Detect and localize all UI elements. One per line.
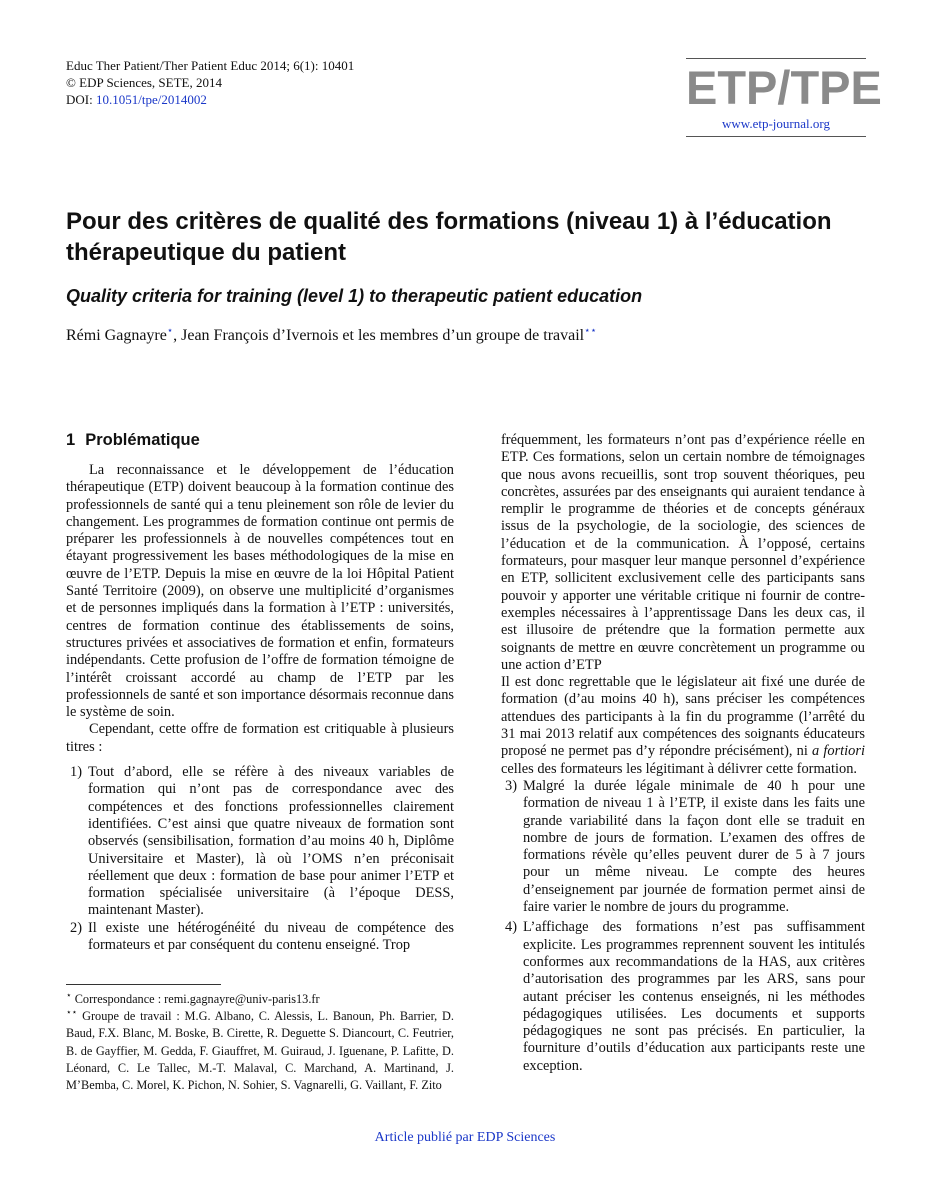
list-item-text: Il existe une hétérogénéité du niveau de compétence des formateurs et par conséquent du contenu enseigné. Trop	[88, 919, 454, 954]
list-item-number: 2)	[70, 919, 82, 936]
publisher-footer-link[interactable]: Article publié par EDP Sciences	[374, 1130, 556, 1145]
footnote-text: Groupe de travail : M.G. Albano, C. Alessis, L. Banoun, Ph. Barrier, D. Baud, F.X. Blanc, M. Boske, B. Cirette, R. Deguette S. Diancourt, C. Feutrier, B. de Gayffier, M. Gedda, F. Giauffret, M. Guiraud, J. Iguenane, P. Lafitte, D. Léonard, C. Le Tallec, M.-T. Malaval, C. Marchand, A. Martinand, J. M’Bemba, C. Morel, K. Pichon, N. Sohier, S. Vagnarelli, G. Vaillant, F. Zito	[66, 1009, 454, 1093]
section-heading	[66, 430, 454, 450]
list-item	[66, 920, 454, 955]
issue-list	[501, 778, 865, 1075]
list-item-number: 4)	[505, 919, 517, 936]
list-item-number: 3)	[505, 777, 517, 794]
issue-list	[66, 764, 454, 954]
doi-line	[66, 91, 354, 108]
doi-label: DOI:	[66, 92, 93, 107]
list-item	[501, 778, 865, 916]
paragraph: La reconnaissance et le développement de l’éducation thérapeutique (ETP) doivent beaucoup à la formation continue des professionnels de santé qui a tenu pleinement son rôle de levier du changement. Les programmes de formation continue ont permis de préparer les professionnels à de nouvelles compétences tout en étayant progressivement les bases méthodologiques de la mise en œuvre de l’ETP. Depuis la mise en œuvre de la loi Hôpital Patient Santé Territoire (2009), on observe une multiplicité d’organismes et de personnes impliqués dans la formation à l’ETP : universités, centres de formation continue des établissements de soins, structures privées et associatives de formation et enfin, formateurs indépendants. Cette profusion de l’offre de formation témoigne de l’intérêt croissant accordé au champ de l’ETP par les professionnels de santé et son importance désormais reconnue dans le système de soin.	[66, 462, 454, 721]
footnote-marker-2[interactable]: ⋆⋆	[584, 325, 597, 337]
footnote-marker: ⋆	[66, 989, 72, 1000]
list-item-text: Malgré la durée légale minimale de 40 h pour une formation de niveau 1 à l’ETP, il existe dans les faits une grande variabilité dans la façon dont elle se traduit en nombre de jours de formation. L’examen des offres de formations révèle qu’elles peuvent durer de 5 à 7 jours pour un même niveau. Le compte des heures d’enseignement par journée de formation permet ainsi de faire varier le nombre de jours du programme.	[523, 777, 865, 916]
paragraph	[501, 674, 865, 778]
footnote-correspondence	[66, 991, 454, 1008]
journal-logo	[686, 58, 882, 137]
article-title: Pour des critères de qualité des formations (niveau 1) à l’éducation thérapeutique du patient	[66, 208, 832, 266]
list-item	[66, 764, 454, 920]
logo-top-rule	[686, 58, 866, 59]
author-name-2: , Jean François d’Ivernois et les membres d’un groupe de travail	[173, 327, 585, 344]
section-number: 1	[66, 431, 76, 449]
section-title: Problématique	[85, 431, 200, 449]
logo-text: ETP/TPE	[686, 61, 882, 114]
footnote-rule	[66, 984, 221, 985]
copyright-line: © EDP Sciences, SETE, 2014	[66, 75, 222, 90]
doi-link[interactable]: 10.1051/tpe/2014002	[95, 92, 207, 107]
list-item-text: L’affichage des formations n’est pas suffisamment explicite. Les programmes reprennent souvent les intitulés conformes aux recommandations de la HAS, aux critères d’autorisation des programmes par les ARS, sans pour autant préciser les contenus enseignés, ni les méthodes pédagogiques utilisées. Les documents et supports pédagogiques ne sont pas précisés. En particulier, la fourniture d’outils d’éducation aux participants reste une exception.	[523, 919, 865, 1074]
journal-citation: Educ Ther Patient/Ther Patient Educ 2014; 6(1): 10401	[66, 58, 355, 73]
paragraph: fréquemment, les formateurs n’ont pas d’expérience réelle en ETP. Ces formations, selon un certain nombre de témoignages que nous avons recueillis, sont trop souvent théoriques, peu concrètes, assurées par des enseignants qui auraient tendance à remplir le programme de théories et de concepts généraux issus de la psychologie, de la sociologie, des sciences de l’éducation et de la communication. À l’opposé, certains formateurs, pour masquer leur manque personnel d’expérience en ETP, sollicitent exclusivement celle des participants sans pouvoir y apporter une véritable critique ni fournir de contre-exemples nécessaires à l’apprentissage Dans les deux cas, il est illusoire de prétendre que la formation permette aux soignants de mettre en œuvre concrètement un programme ou une action d’ETP	[501, 432, 865, 673]
footnote-working-group	[66, 1008, 454, 1094]
paragraph-text: celles des formateurs les légitimant à délivrer cette formation.	[501, 760, 858, 777]
right-column	[501, 432, 865, 1075]
journal-website-link[interactable]: www.etp-journal.org	[722, 116, 830, 131]
italic-term: a fortiori	[812, 743, 865, 760]
footnotes	[66, 984, 454, 1094]
footnote-marker: ⋆⋆	[66, 1007, 78, 1018]
left-column	[66, 430, 454, 954]
footnote-marker-1[interactable]: ⋆	[166, 325, 174, 337]
journal-header	[66, 57, 354, 108]
logo-bottom-rule	[686, 136, 866, 137]
author-line	[66, 326, 866, 346]
list-item-text: Tout d’abord, elle se réfère à des niveaux variables de formation qui n’ont pas de correspondance avec des compétences et des fonctions professionnelles clairement identifiées. C’est ainsi que quatre niveaux de formation sont observés (sensibilisation, formation d’au moins 40 h, Diplôme Universitaire et Master), là où l’OMS n’en préconisait réellement que deux : formation de base pour animer l’ETP et formation spécialisée universitaire (à l’époque DESS, maintenant Master).	[88, 764, 454, 919]
paragraph: Cependant, cette offre de formation est critiquable à plusieurs titres :	[66, 721, 454, 755]
author-name-1: Rémi Gagnayre	[66, 327, 167, 344]
article-subtitle: Quality criteria for training (level 1) to therapeutic patient education	[66, 286, 643, 306]
list-item-number: 1)	[70, 764, 82, 781]
paragraph-text: Il est donc regrettable que le législateur ait fixé une durée de formation (d’au moins 40 h), sans préciser les compétences attendues des participants à la fin du programme (l’arrêté du 31 mai 2013 relatif aux compétences des soignants éducateurs proposé ne permet pas d’y répondre précisément), ni	[501, 674, 865, 760]
list-item	[501, 919, 865, 1075]
footnote-text: Correspondance : remi.gagnayre@univ-paris13.fr	[71, 992, 320, 1006]
